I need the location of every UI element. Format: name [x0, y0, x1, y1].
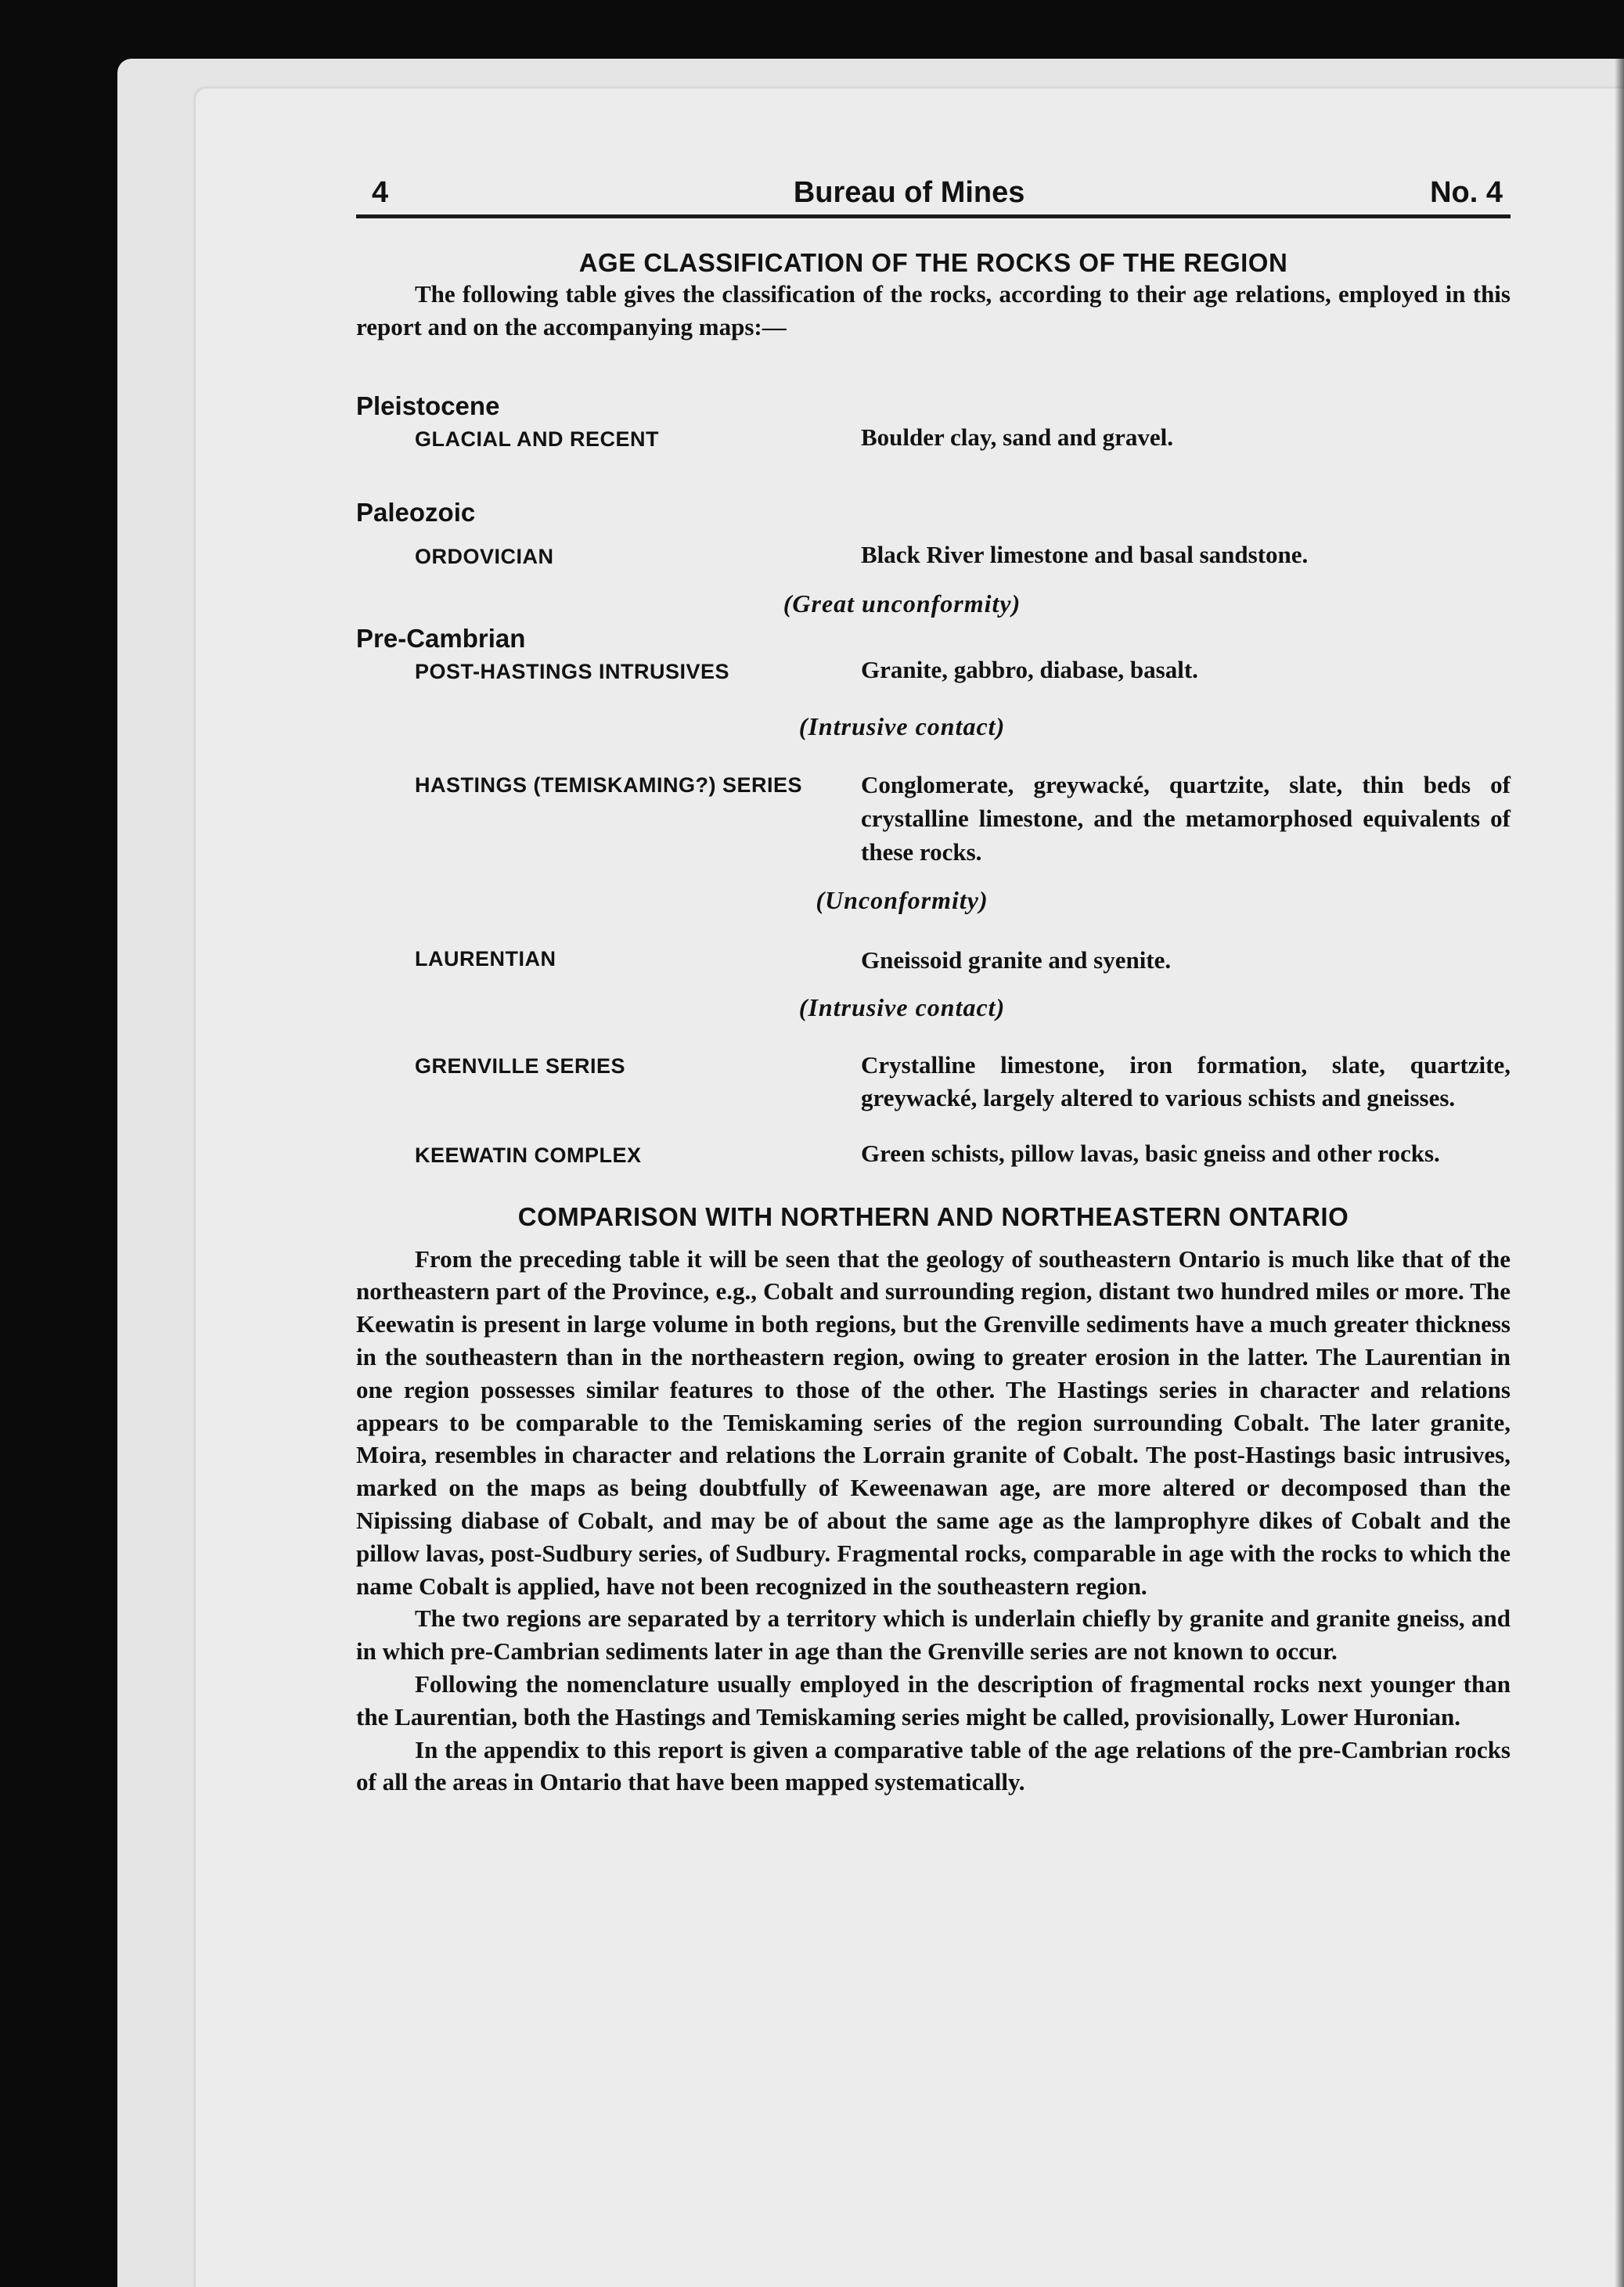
- table-row: [356, 1049, 1511, 1115]
- intrusive-contact-note: (Intrusive contact): [798, 711, 1006, 740]
- table-row: [356, 654, 1511, 687]
- rock-name: HASTINGS (TEMISKAMING?) SERIES: [415, 773, 803, 797]
- rock-name: ORDOVICIAN: [415, 544, 554, 568]
- intro-paragraph: The following table gives the classification of the rocks, according to their age relations, employed in this report and on the accompanying maps:—: [356, 280, 1511, 340]
- section-title-comparison: COMPARISON WITH NORTHERN AND NORTHEASTERN ONTARIO: [517, 1201, 1349, 1231]
- running-header: [356, 176, 1511, 218]
- body-paragraph: From the preceding table it will be seen that the geology of southeastern Ontario is much like that of the northeastern part of the Province, e.g., Cobalt and surrounding region, distant two hundred miles or more. The Keewatin is present in large volume in both regions, but the Grenville sediments have a much greater thickness in the southeastern than in the northeastern region, owing to greater erosion in the latter. The Laurentian in one region possesses similar features to those of the other. The Hastings series in character and relations appears to be comparable to the Temiskaming series of the region surrounding Cobalt. The later granite, Moira, resembles in character and relations the Lorrain granite of Cobalt. The post-Hastings basic intrusives, marked on the maps as being doubtfully of Keweenawan age, are more altered or decomposed than the Nipissing diabase of Cobalt, and may be of about the same age as the lamprophyre dikes of Cobalt and the pillow lavas, post-Sudbury series, of Sudbury. Fragmental rocks, comparable in age with the rocks to which the name Cobalt is applied, have not been recognized in the southeastern region.: [356, 1244, 1511, 1600]
- page-content: [356, 176, 1511, 1799]
- body-paragraph: Following the nomenclature usually employed in the description of fragmental rocks next younger than the Laurentian, both the Hastings and Temiskaming series might be called, provisionally, Lower Huronian.: [356, 1669, 1511, 1731]
- table-row: [356, 768, 1511, 869]
- rock-name: GRENVILLE SERIES: [415, 1053, 626, 1078]
- great-unconformity-note: (Great unconformity): [783, 589, 1021, 618]
- rock-description: Black River limestone and basal sandstone.: [861, 540, 1309, 568]
- era-pleistocene: Pleistocene: [356, 391, 500, 420]
- issue-number: No. 4: [1430, 176, 1503, 209]
- unconformity-note: (Unconformity): [816, 885, 988, 914]
- era-paleozoic: Paleozoic: [356, 497, 476, 527]
- table-row: [356, 539, 1511, 572]
- era-precambrian: Pre-Cambrian: [356, 623, 526, 653]
- body-paragraph: The two regions are separated by a territory which is underlain chiefly by granite and granite gneiss, and in which pre-Cambrian sediments later in age than the Grenville series are not known to occur.: [356, 1605, 1511, 1666]
- rock-name: POST-HASTINGS INTRUSIVES: [415, 659, 730, 683]
- table-row: [356, 1138, 1511, 1171]
- rock-description: Green schists, pillow lavas, basic gneiss and other rocks.: [861, 1139, 1440, 1167]
- table-row: [356, 422, 1511, 455]
- rock-name: GLACIAL AND RECENT: [415, 427, 659, 451]
- rock-description: Gneissoid granite and syenite.: [861, 945, 1172, 974]
- rock-description: Conglomerate, greywacké, quartzite, slate, thin beds of crystalline limestone, and the metamorphosed equivalents of these rocks.: [861, 770, 1511, 866]
- rock-name: KEEWATIN COMPLEX: [415, 1143, 642, 1167]
- rock-description: Boulder clay, sand and gravel.: [861, 423, 1174, 451]
- page-edge-shadow: [1615, 59, 1624, 2287]
- running-title: Bureau of Mines: [793, 176, 1025, 209]
- rock-description: Granite, gabbro, diabase, basalt.: [861, 655, 1198, 683]
- section-title-age-classification: AGE CLASSIFICATION OF THE ROCKS OF THE REGION: [578, 248, 1288, 277]
- body-paragraph: In the appendix to this report is given a comparative table of the age relations of the pre-Cambrian rocks of all the areas in Ontario that have been mapped systematically.: [356, 1735, 1511, 1796]
- table-row: [356, 942, 1511, 976]
- rock-name: LAURENTIAN: [415, 946, 556, 971]
- rock-description: Crystalline limestone, iron formation, slate, quartzite, greywacké, largely altered to various schists and gneisses.: [861, 1050, 1511, 1111]
- intrusive-contact-note: (Intrusive contact): [798, 992, 1006, 1021]
- page-number: 4: [372, 176, 389, 209]
